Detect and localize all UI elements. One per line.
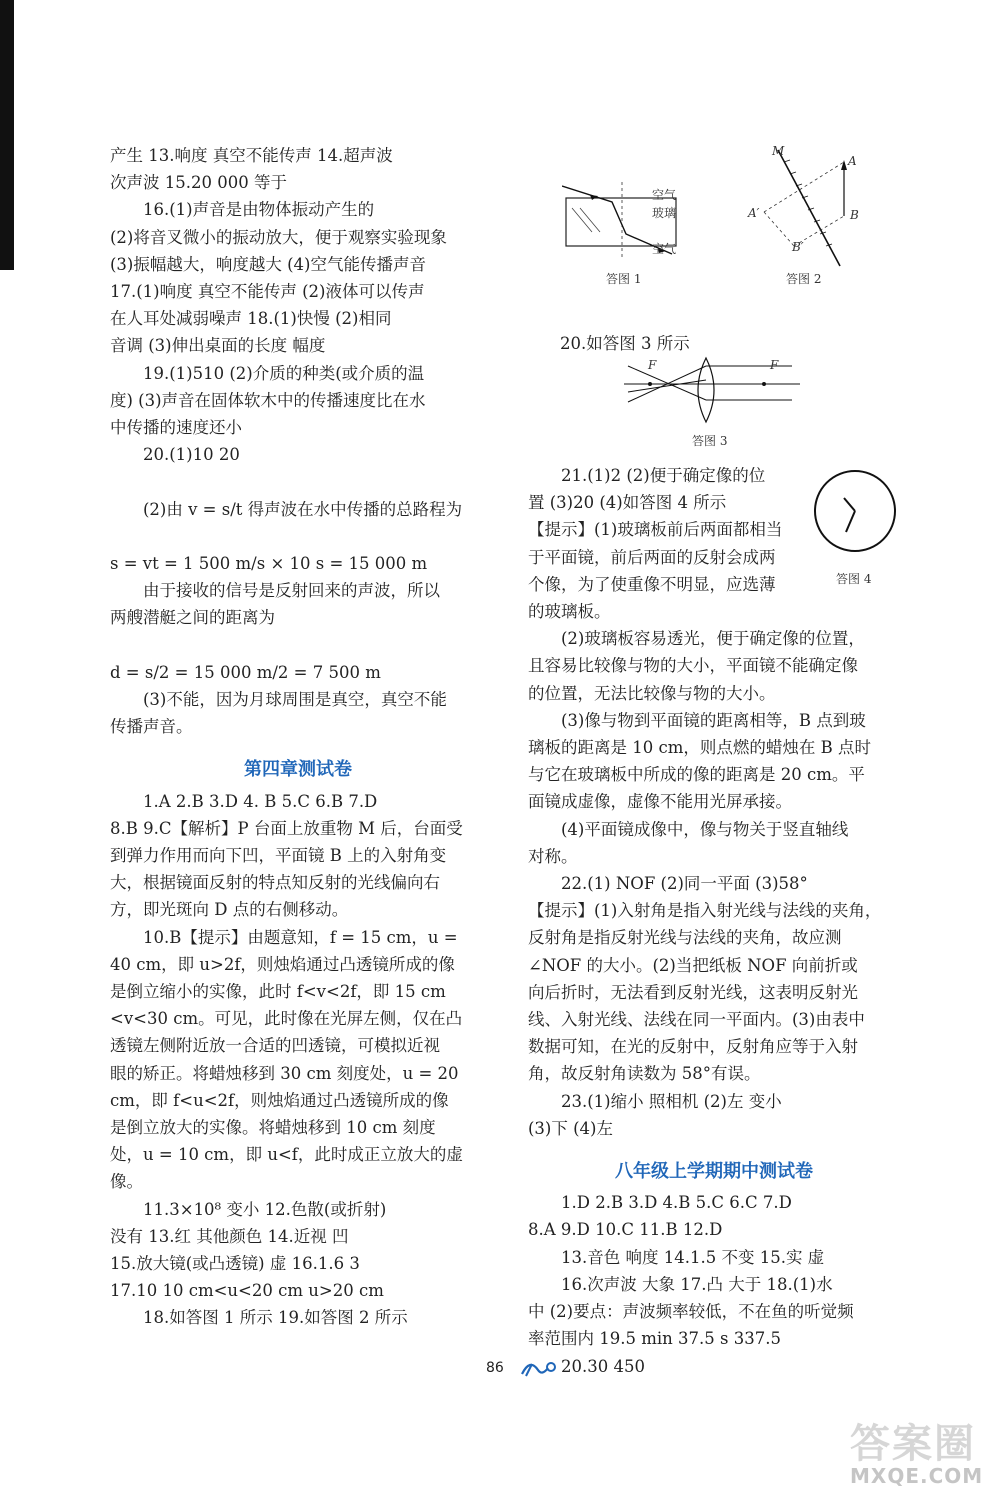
watermark-logo-text: 答案圈 (850, 1421, 976, 1467)
page-binding-edge (0, 0, 14, 270)
chapter4-line: 17.10 10 cm<u<20 cm u>20 cm (110, 1281, 384, 1301)
right-column-line: 且容易比较像与物的大小，平面镜不能确定像 (528, 656, 858, 676)
left-answer-lines (110, 142, 486, 740)
figure-1-label-air-top: 空气 (652, 188, 677, 202)
left-column-line: (2)将音叉微小的振动放大，便于观察实验现象 (110, 227, 447, 247)
figure-1-refraction-diagram (562, 172, 702, 262)
chapter4-line: 15.放大镜(或凸透镜) 虚 16.1.6 3 (110, 1254, 360, 1274)
left-column-line: s = vt = 1 500 m/s × 10 s = 15 000 m (110, 554, 428, 574)
figure-1-label-glass: 玻璃 (652, 206, 677, 220)
left-column-line: 17.(1)响度 真空不能传声 (2)液体可以传声 (110, 282, 425, 302)
midterm-line: 20.30 450 (561, 1356, 645, 1376)
figure-1-caption: 答图 1 (606, 272, 642, 286)
right-column-line: 反射角是指反射光线与法线的夹角，故应测 (528, 928, 842, 948)
left-column-line: (3)不能，因为月球周围是真空，真空不能 (143, 690, 447, 710)
left-column-line: (3)振幅越大，响度越大 (4)空气能传播声音 (110, 254, 426, 274)
chapter4-line: cm，即 f<u<2f，则烛焰通过凸透镜所成的像 (110, 1090, 449, 1110)
right-column-line: 与它在玻璃板中所成的像的距离是 20 cm。平 (528, 765, 865, 785)
left-column-line: 在人耳处减弱噪声 18.(1)快慢 (2)相同 (110, 309, 392, 329)
right-column-line: (4)平面镜成像中，像与物关于竖直轴线 (561, 819, 849, 839)
page-number: 86 (486, 1360, 504, 1376)
midterm-answer-lines (528, 1189, 900, 1379)
figure-1-label-air-bottom: 空气 (652, 242, 677, 256)
midterm-line: 13.音色 响度 14.1.5 不变 15.实 虚 (561, 1247, 825, 1267)
left-column-line: 传播声音。 (110, 717, 193, 737)
right-column-line: (2)玻璃板容易透光，便于确定像的位置， (561, 629, 865, 649)
figure-2-label-a: A (848, 154, 857, 168)
figure-2-label-b-prime: B′ (792, 240, 804, 254)
chapter4-line: 像。 (110, 1172, 143, 1192)
left-column-line: 次声波 15.20 000 等于 (110, 173, 287, 193)
figure-4-caption: 答图 4 (836, 572, 872, 586)
left-column-line (110, 523, 486, 550)
right-column-line: (3)像与物到平面镜的距离相等，B 点到玻 (561, 710, 866, 730)
right-answer-lines (528, 462, 900, 1142)
right-column-line: 21.(1)2 (2)便于确定像的位 (561, 466, 766, 485)
left-column-line: 产生 13.响度 真空不能传声 14.超声波 (110, 146, 393, 165)
right-column-line: 的玻璃板。 (528, 602, 611, 622)
right-column-line: 23.(1)缩小 照相机 (2)左 变小 (561, 1091, 782, 1111)
swirl-ornament-icon (520, 1356, 558, 1378)
left-column (110, 142, 486, 1332)
right-column-line: ∠NOF 的大小。(2)当把纸板 NOF 向前折或 (528, 955, 858, 975)
chapter4-line: 是倒立放大的实像。将蜡烛移到 10 cm 刻度 (110, 1118, 436, 1138)
figure-2-label-m: M (772, 144, 785, 158)
left-column-line: 中传播的速度还小 (110, 418, 242, 438)
chapter4-line: 1.A 2.B 3.D 4. B 5.C 6.B 7.D (143, 791, 378, 811)
chapter4-line: 透镜左侧附近放一合适的凹透镜，可模拟近视 (110, 1036, 440, 1056)
left-column-line: 度) (3)声音在固体软木中的传播速度比在水 (110, 390, 426, 410)
chapter4-line: 方，即光斑向 D 点的右侧移动。 (110, 900, 349, 920)
right-column-line: 个像，为了使重像不明显，应选薄 (528, 574, 776, 594)
right-column-line: 向后折时，无法看到反射光线，这表明反射光 (528, 982, 858, 1002)
chapter4-line: 18.如答图 1 所示 19.如答图 2 所示 (143, 1308, 408, 1328)
figure-2-mirror-diagram (750, 146, 860, 272)
midterm-line: 率范围内 19.5 min 37.5 s 337.5 (528, 1329, 781, 1349)
chapter4-heading: 第四章测试卷 (244, 759, 352, 781)
figure-2-label-b: B (850, 208, 859, 222)
right-column (528, 462, 900, 1380)
chapter4-line: 没有 13.红 其他颜色 14.近视 凹 (110, 1226, 349, 1246)
chapter4-line: 是倒立缩小的实像，此时 f<v<2f，即 15 cm (110, 982, 446, 1002)
watermark (850, 1412, 990, 1494)
midterm-line: 8.A 9.D 10.C 11.B 12.D (528, 1220, 723, 1240)
midterm-heading: 八年级上学期期中测试卷 (615, 1161, 813, 1183)
midterm-line: 中 (2)要点：声波频率较低，不在鱼的听觉频 (528, 1302, 854, 1322)
chapter4-answer-lines (110, 788, 486, 1332)
chapter4-line: 11.3×10⁸ 变小 12.色散(或折射) (143, 1199, 387, 1219)
left-column-line: (2)由 v = s/t 得声波在水中传播的总路程为 (143, 499, 463, 519)
figure-3-label-f-right: F (770, 358, 779, 372)
watermark-url: MXQE.COM (850, 1464, 984, 1488)
chapter4-line: 8.B 9.C【解析】P 台面上放重物 M 后，台面受 (110, 818, 463, 838)
left-column-line: 音调 (3)伸出桌面的长度 幅度 (110, 336, 326, 356)
chapter4-line: 10.B【提示】由题意知，f = 15 cm，u = (143, 927, 458, 947)
chapter4-line: 40 cm，即 u>2f，则烛焰通过凸透镜所成的像 (110, 954, 455, 974)
chapter4-line: 处，u = 10 cm，即 u<f，此时成正立放大的虚 (110, 1145, 463, 1165)
right-column-line: 角，故反射角读数为 58°有误。 (528, 1064, 761, 1084)
chapter4-line: 大，根据镜面反射的特点知反射的光线偏向右 (110, 873, 440, 893)
right-column-line: 线、入射光线、法线在同一平面内。(3)由表中 (528, 1010, 865, 1030)
right-column-line: 置 (3)20 (4)如答图 4 所示 (528, 493, 727, 513)
right-column-line: (3)下 (4)左 (528, 1118, 613, 1138)
chapter4-line: <v<30 cm。可见，此时像在光屏左侧，仅在凸 (110, 1009, 463, 1029)
right-column-line: 的位置，无法比较像与物的大小。 (528, 683, 776, 703)
chapter4-line: 眼的矫正。将蜡烛移到 30 cm 刻度处，u = 20 (110, 1063, 459, 1083)
figure-2-label-a-prime: A′ (748, 206, 760, 220)
right-column-line: 【提示】(1)入射角是指入射光线与法线的夹角， (528, 901, 882, 921)
right-column-line: 对称。 (528, 846, 578, 866)
right-column-line: 于平面镜，前后两面的反射会成两 (528, 547, 776, 567)
right-column-line: 璃板的距离是 10 cm，则点燃的蜡烛在 B 点时 (528, 738, 871, 758)
question-20-text: 20.如答图 3 所示 (560, 334, 690, 353)
left-column-line (110, 632, 486, 659)
chapter4-line: 到弹力作用而向下凹，平面镜 B 上的入射角变 (110, 846, 447, 866)
left-column-line: 20.(1)10 20 (143, 445, 240, 465)
left-column-line (110, 468, 486, 495)
left-column-line: 由于接收的信号是反射回来的声波，所以 (143, 581, 440, 601)
left-column-line: 16.(1)声音是由物体振动产生的 (143, 200, 375, 220)
right-column-line: 22.(1) NOF (2)同一平面 (3)58° (561, 874, 808, 894)
midterm-line: 16.次声波 大象 17.凸 大于 18.(1)水 (561, 1274, 833, 1294)
right-column-line: 【提示】(1)玻璃板前后两面都相当 (528, 520, 783, 540)
right-column-line: 数据可知，在光的反射中，反射角应等于入射 (528, 1037, 858, 1057)
figure-3-label-f-left: F (648, 358, 657, 372)
right-column-line: 面镜成虚像，虚像不能用光屏承接。 (528, 792, 792, 812)
figure-3-caption: 答图 3 (692, 434, 728, 448)
midterm-line: 1.D 2.B 3.D 4.B 5.C 6.C 7.D (561, 1193, 792, 1213)
figure-2-caption: 答图 2 (786, 272, 822, 286)
left-column-line: 两艘潜艇之间的距离为 (110, 608, 275, 628)
left-column-line: 19.(1)510 (2)介质的种类(或介质的温 (143, 363, 425, 383)
left-column-line: d = s/2 = 15 000 m/2 = 7 500 m (110, 662, 381, 682)
